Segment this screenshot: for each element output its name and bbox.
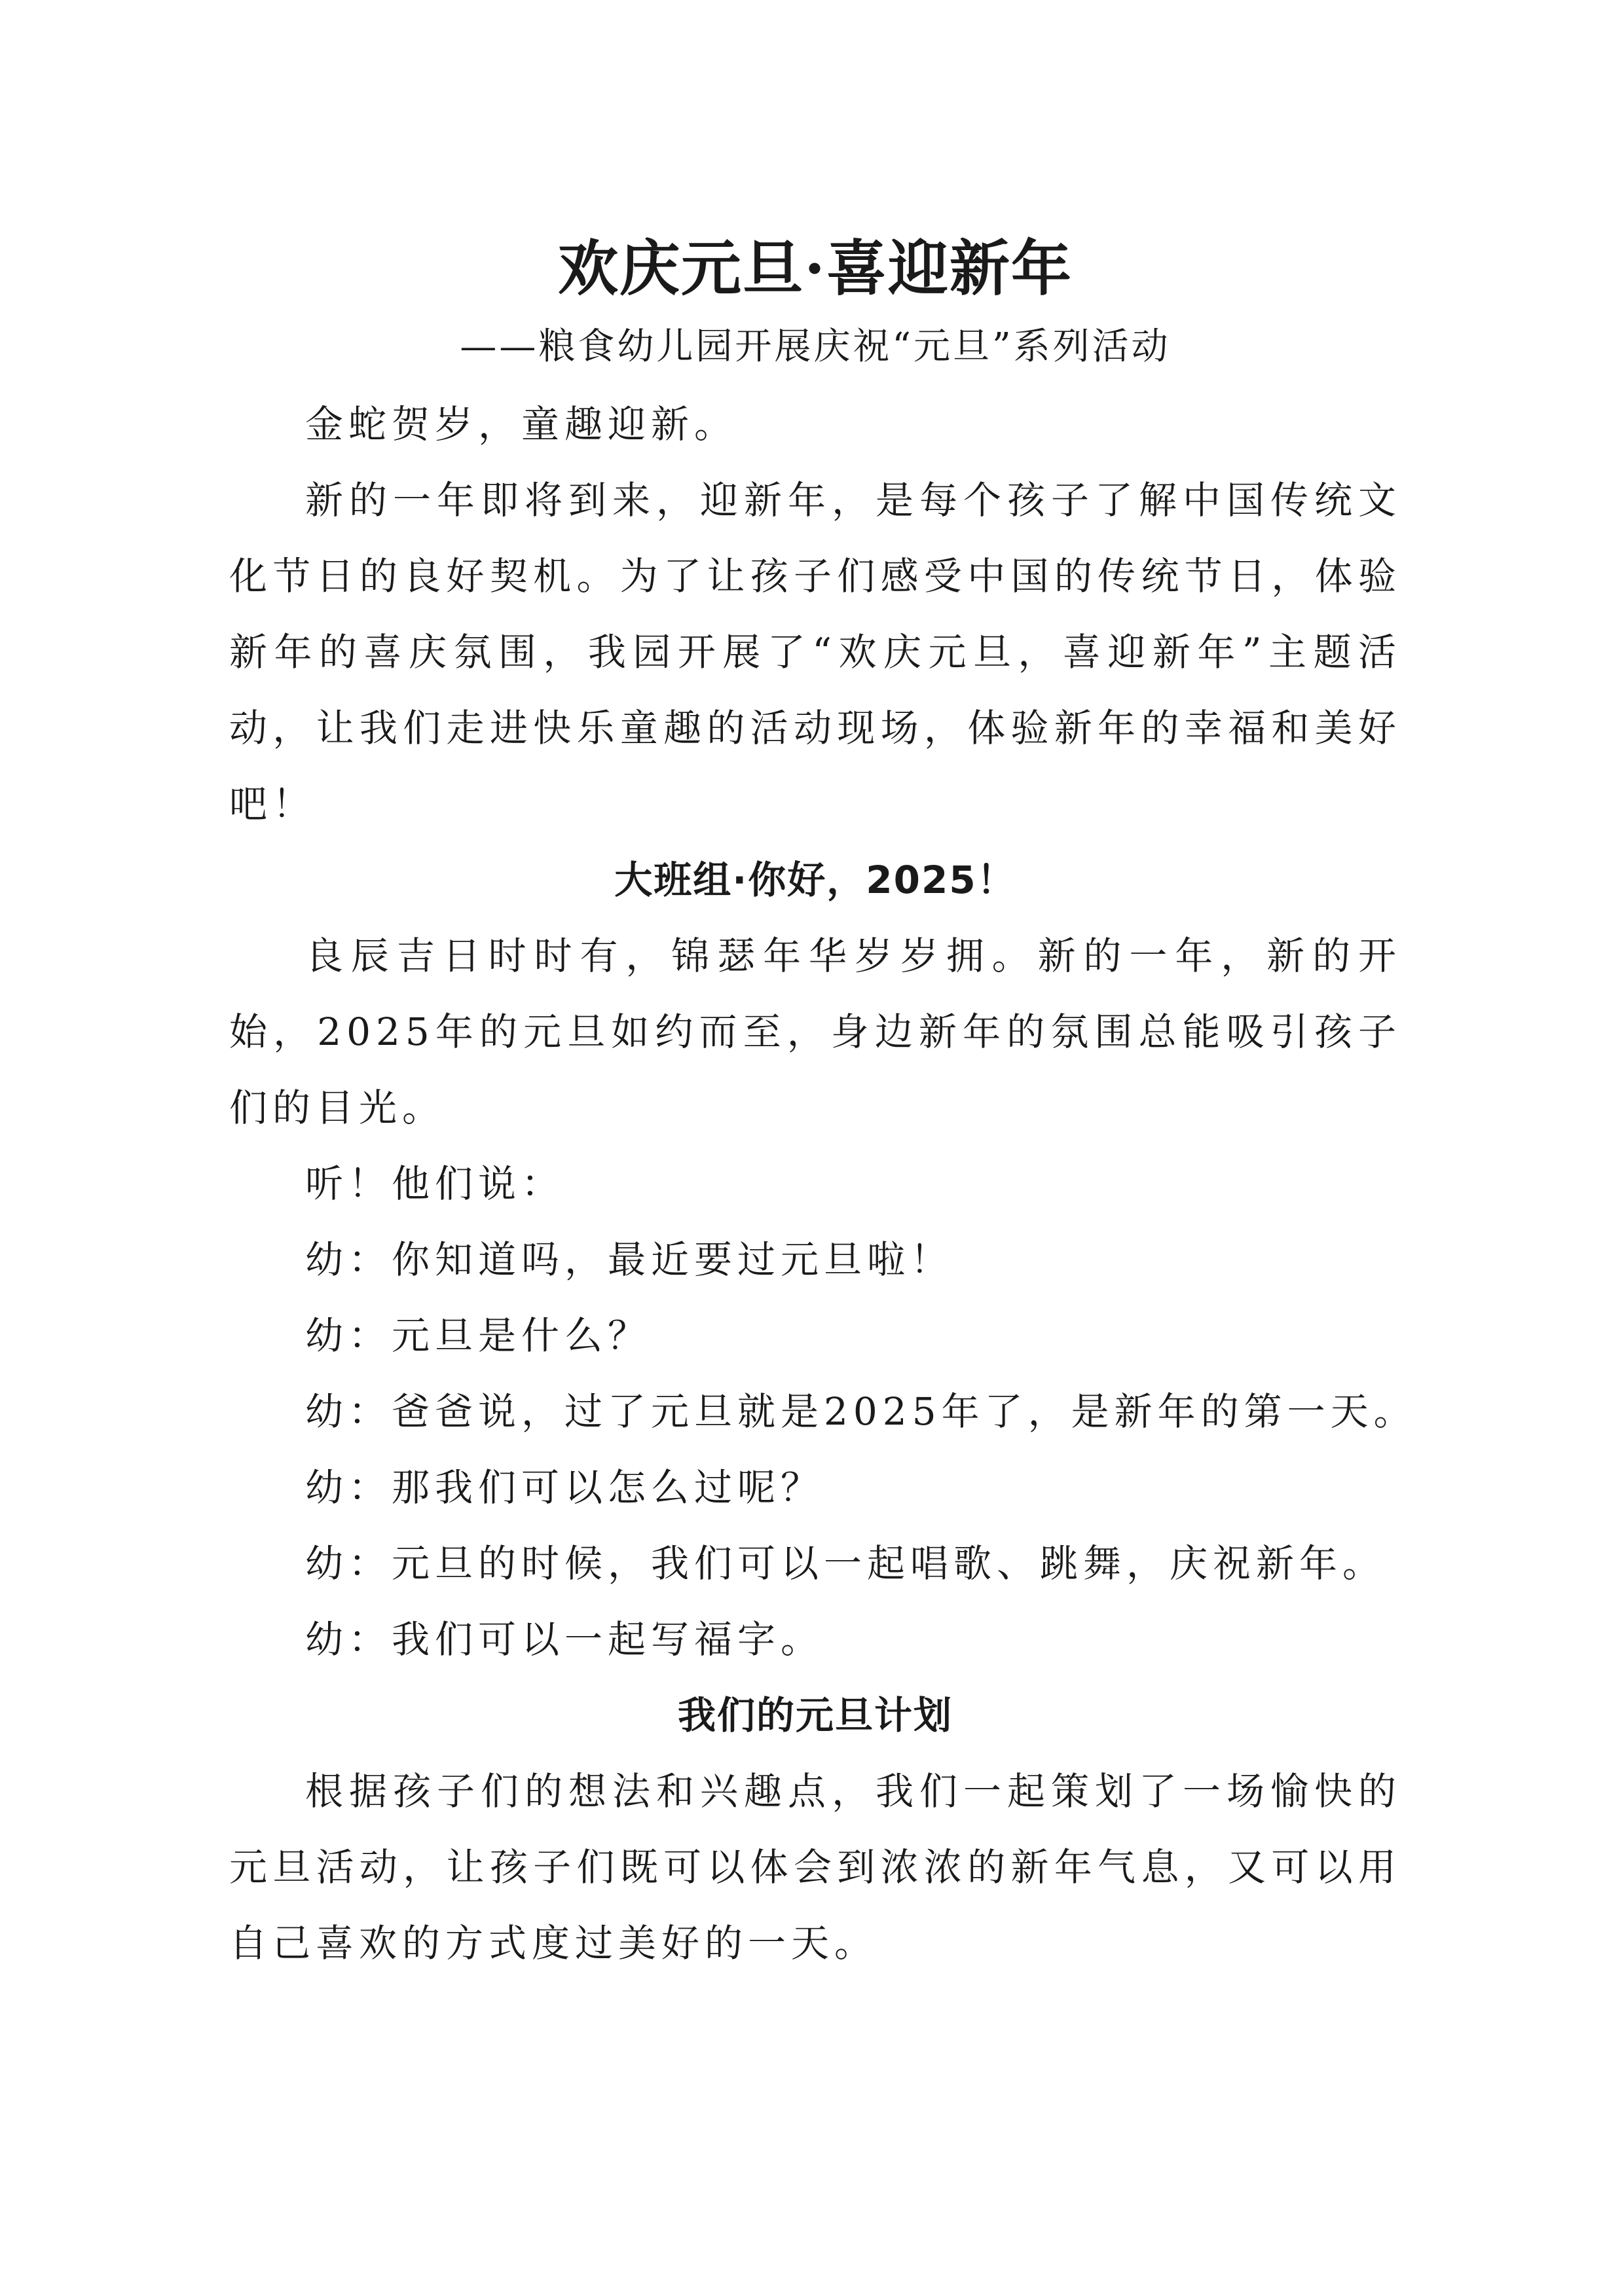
document-title: 欢庆元旦·喜迎新年 <box>557 233 1073 304</box>
intro-line: 金蛇贺岁，童趣迎新。 <box>305 402 738 446</box>
dialogue-line: 幼：元旦是什么？ <box>305 1313 652 1358</box>
paragraph-senior-class: 良辰吉日时时有，锦瑟年华岁岁拥。新的一年，新的开始，2025年的元旦如约而至，身边新年的氛围总能吸引孩子们的目光。 <box>229 934 1401 1130</box>
paragraph-plan: 根据孩子们的想法和兴趣点，我们一起策划了一场愉快的元旦活动，让孩子们既可以体会到浓浓的新年气息，又可以用自己喜欢的方式度过美好的一天。 <box>229 1769 1401 1965</box>
dialogue-line: 幼：你知道吗，最近要过元旦啦！ <box>305 1237 954 1282</box>
section-heading-senior-class: 大班组·你好，2025！ <box>614 858 1016 902</box>
dialogue-line: 幼：那我们可以怎么过呢？ <box>305 1465 824 1510</box>
document-page <box>229 223 1417 1981</box>
dialogue-line: 幼：我们可以一起写福字。 <box>305 1617 824 1662</box>
section-heading-plan: 我们的元旦计划 <box>677 1693 953 1738</box>
document-subtitle: ——粮食幼儿园开展庆祝“元旦”系列活动 <box>460 325 1171 368</box>
dialogue-line: 幼：元旦的时候，我们可以一起唱歌、跳舞，庆祝新年。 <box>305 1541 1386 1586</box>
dialogue-line: 幼：爸爸说，过了元旦就是2025年了，是新年的第一天。 <box>305 1389 1417 1434</box>
dialogue-lead: 听！他们说： <box>305 1161 565 1206</box>
paragraph-intro: 新的一年即将到来，迎新年，是每个孩子了解中国传统文化节日的良好契机。为了让孩子们感受中国的传统节日，体验新年的喜庆氛围，我园开展了“欢庆元旦，喜迎新年”主题活动，让我们走进快乐童趣的活动现场，体验新年的幸福和美好吧！ <box>229 478 1401 826</box>
